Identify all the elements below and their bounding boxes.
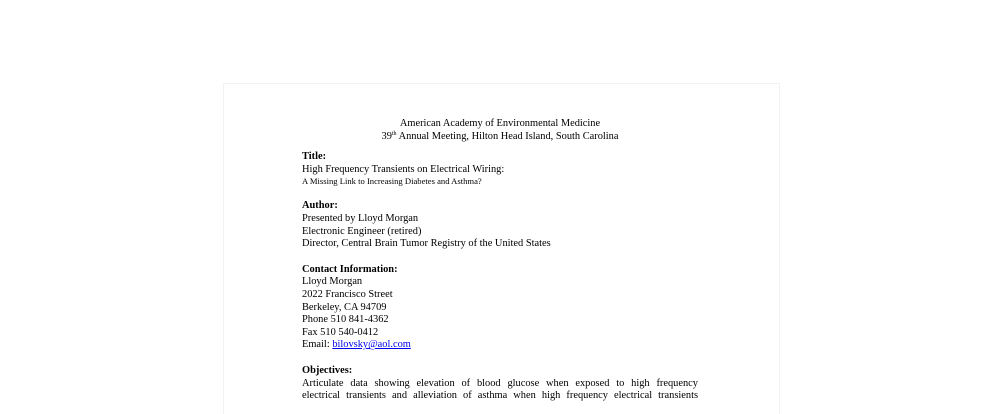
- contact-line: Fax 510 540-0412: [302, 326, 379, 338]
- contact-line: 2022 Francisco Street: [302, 288, 393, 300]
- title-line-1: High Frequency Transients on Electrical Wiring:: [302, 163, 505, 175]
- contact-section: [302, 264, 698, 352]
- contact-line: Phone 510 841-4362: [302, 314, 389, 326]
- meeting-number: 39: [381, 130, 392, 142]
- author-line: Director, Central Brain Tumor Registry of the United States: [302, 238, 551, 250]
- author-section: [302, 200, 698, 250]
- title-section: [302, 151, 698, 187]
- header-organization: American Academy of Environmental Medicine: [399, 118, 601, 129]
- email-label: Email:: [302, 339, 333, 351]
- title-line-2: A Missing Link to Increasing Diabetes and Asthma?: [302, 176, 482, 187]
- objectives-section: [302, 365, 698, 403]
- contact-label: Contact Information:: [302, 263, 398, 275]
- title-label: Title:: [302, 151, 327, 163]
- objectives-line-2: electrical transients and alleviation of asthma when high frequency electrical transients: [302, 390, 698, 402]
- document-header: [302, 118, 698, 143]
- author-line: Presented by Lloyd Morgan: [302, 212, 419, 224]
- contact-line: Lloyd Morgan: [302, 276, 363, 288]
- objectives-label: Objectives:: [302, 364, 353, 376]
- email-line: [302, 339, 698, 352]
- contact-line: Berkeley, CA 94709: [302, 301, 387, 313]
- author-label: Author:: [302, 200, 338, 212]
- document-page: [223, 83, 780, 414]
- author-line: Electronic Engineer (retired): [302, 225, 422, 237]
- document-content: [302, 118, 698, 403]
- objectives-line-1: Articulate data showing elevation of blood glucose when exposed to high frequency: [302, 377, 698, 389]
- meeting-details: Annual Meeting, Hilton Head Island, South Carolina: [396, 130, 619, 142]
- email-link[interactable]: bilovsky@aol.com: [332, 339, 411, 351]
- header-meeting: [302, 131, 698, 144]
- meeting-ordinal: th: [391, 130, 397, 137]
